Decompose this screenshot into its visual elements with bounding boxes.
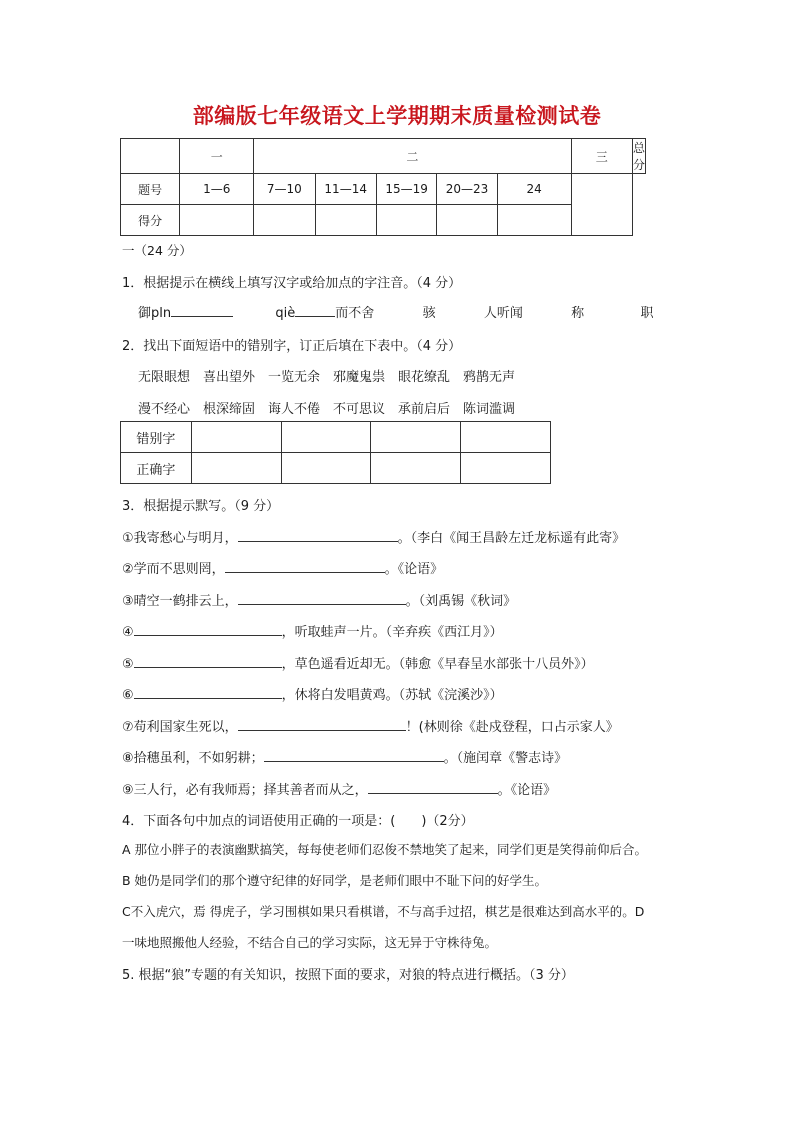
q1-item: 职	[640, 306, 654, 321]
recite-line: ⑨三人行，必有我师焉；择其善者而从之， 。《论语》	[122, 783, 557, 798]
q2-phrases-line2: 漫不经心 根深缔固 诲人不倦 不可思议 承前启后 陈词滥调	[138, 402, 516, 417]
answer-blank[interactable]	[295, 304, 335, 317]
recite-line: ④ ，听取蛙声一片。（辛弃疾《西江月》）	[122, 625, 503, 640]
q4-prompt: 4．下面各句中加点的词语使用正确的一项是：( )（2分）	[122, 814, 474, 829]
q1-item: 称	[571, 306, 585, 321]
answer-blank[interactable]	[238, 718, 406, 731]
correction-cell[interactable]	[461, 453, 551, 484]
page-title: 部编版七年级语文上学期期末质量检测试卷	[192, 103, 602, 128]
recite-line: ⑤ ，草色遥看近却无。（韩愈《早春呈水部张十八员外》）	[122, 657, 594, 672]
correction-cell[interactable]	[371, 453, 461, 484]
score-cell[interactable]	[376, 205, 436, 236]
score-cell[interactable]	[180, 205, 254, 236]
q5-prompt: 5. 根据“狼”专题的有关知识，按照下面的要求，对狼的特点进行概括。（3 分）	[122, 968, 574, 983]
q1-prompt: 1．根据提示在横线上填写汉字或给加点的字注音。（4 分）	[122, 276, 462, 291]
correction-row-label: 正确字	[121, 453, 192, 484]
score-group-1: 一	[180, 139, 254, 174]
score-row-label: 题号	[121, 174, 180, 205]
q1-items	[138, 302, 653, 321]
q4-option-d: 一味地照搬他人经验，不结合自己的学习实际，这无异于守株待兔。	[122, 935, 498, 950]
score-group-2: 二	[254, 139, 571, 174]
correction-cell[interactable]	[191, 422, 281, 453]
score-row-label: 得分	[121, 205, 180, 236]
score-range: 11—14	[315, 174, 376, 205]
q4-option-a: A 那位小胖子的表演幽默搞笑，每每使老师们忍俊不禁地笑了起来，同学们更是笑得前仰后合。	[122, 842, 648, 857]
q1-item: 御pln	[138, 306, 172, 321]
recite-line: ①我寄愁心与明月， 。（李白《闻王昌龄左迁龙标遥有此寄》	[122, 531, 626, 546]
answer-blank[interactable]	[134, 686, 282, 699]
q2-phrases-line1: 无限眼想 喜出望外 一览无余 邪魔鬼祟 眼花缭乱 鸦鹊无声	[138, 370, 516, 385]
score-range: 15—19	[376, 174, 436, 205]
answer-blank[interactable]	[238, 592, 406, 605]
recite-line: ⑧拾穗虽利，不如躬耕； 。（施闰章《警志诗》	[122, 751, 568, 766]
score-cell[interactable]	[497, 205, 571, 236]
q1-item: 而不舍	[335, 306, 375, 321]
correction-cell[interactable]	[281, 422, 371, 453]
answer-blank[interactable]	[238, 529, 398, 542]
score-table-corner	[121, 139, 180, 174]
score-cell[interactable]	[315, 205, 376, 236]
q1-item: qiè	[275, 306, 296, 321]
q1-item: 人听闻	[483, 306, 523, 321]
score-range: 24	[497, 174, 571, 205]
score-cell[interactable]	[437, 205, 497, 236]
q4-option-c: C不入虎穴，焉 得虎子，学习围棋如果只看棋谱，不与高手过招，棋艺是很难达到高水平的。D	[122, 904, 645, 919]
recite-line: ③晴空一鹤排云上， 。（刘禹锡《秋词》	[122, 594, 517, 609]
answer-blank[interactable]	[134, 623, 282, 636]
answer-blank[interactable]	[264, 749, 444, 762]
answer-blank[interactable]	[134, 655, 282, 668]
score-range: 7—10	[254, 174, 315, 205]
recite-line: ②学而不思则罔， 。《论语》	[122, 562, 444, 577]
score-group-total: 总分	[632, 139, 645, 174]
correction-cell[interactable]	[461, 422, 551, 453]
score-range: 1—6	[180, 174, 254, 205]
correction-cell[interactable]	[281, 453, 371, 484]
q2-prompt: 2．找出下面短语中的错别字，订正后填在下表中。（4 分）	[122, 339, 462, 354]
recite-line: ⑦苟利国家生死以， ！(林则徐《赴戍登程，口占示家人》	[122, 720, 619, 735]
section-heading: 一（24 分）	[122, 243, 192, 258]
score-range: 20—23	[437, 174, 497, 205]
score-group-3: 三	[571, 139, 632, 174]
q4-option-b: B 她仍是同学们的那个遵守纪律的好同学，是老师们眼中不耻下问的好学生。	[122, 873, 548, 888]
score-cell[interactable]	[254, 205, 315, 236]
answer-blank[interactable]	[171, 304, 233, 317]
score-total-cell[interactable]	[571, 174, 632, 236]
answer-blank[interactable]	[368, 781, 498, 794]
correction-row-label: 错别字	[121, 422, 192, 453]
answer-blank[interactable]	[225, 560, 385, 573]
correction-cell[interactable]	[371, 422, 461, 453]
recite-line: ⑥ ，休将白发唱黄鸡。（苏轼《浣溪沙》）	[122, 688, 503, 703]
correction-cell[interactable]	[191, 453, 281, 484]
correction-table	[120, 421, 551, 484]
q1-item: 骇	[422, 306, 436, 321]
q3-prompt: 3．根据提示默写。（9 分）	[122, 499, 280, 514]
score-table	[120, 138, 646, 236]
